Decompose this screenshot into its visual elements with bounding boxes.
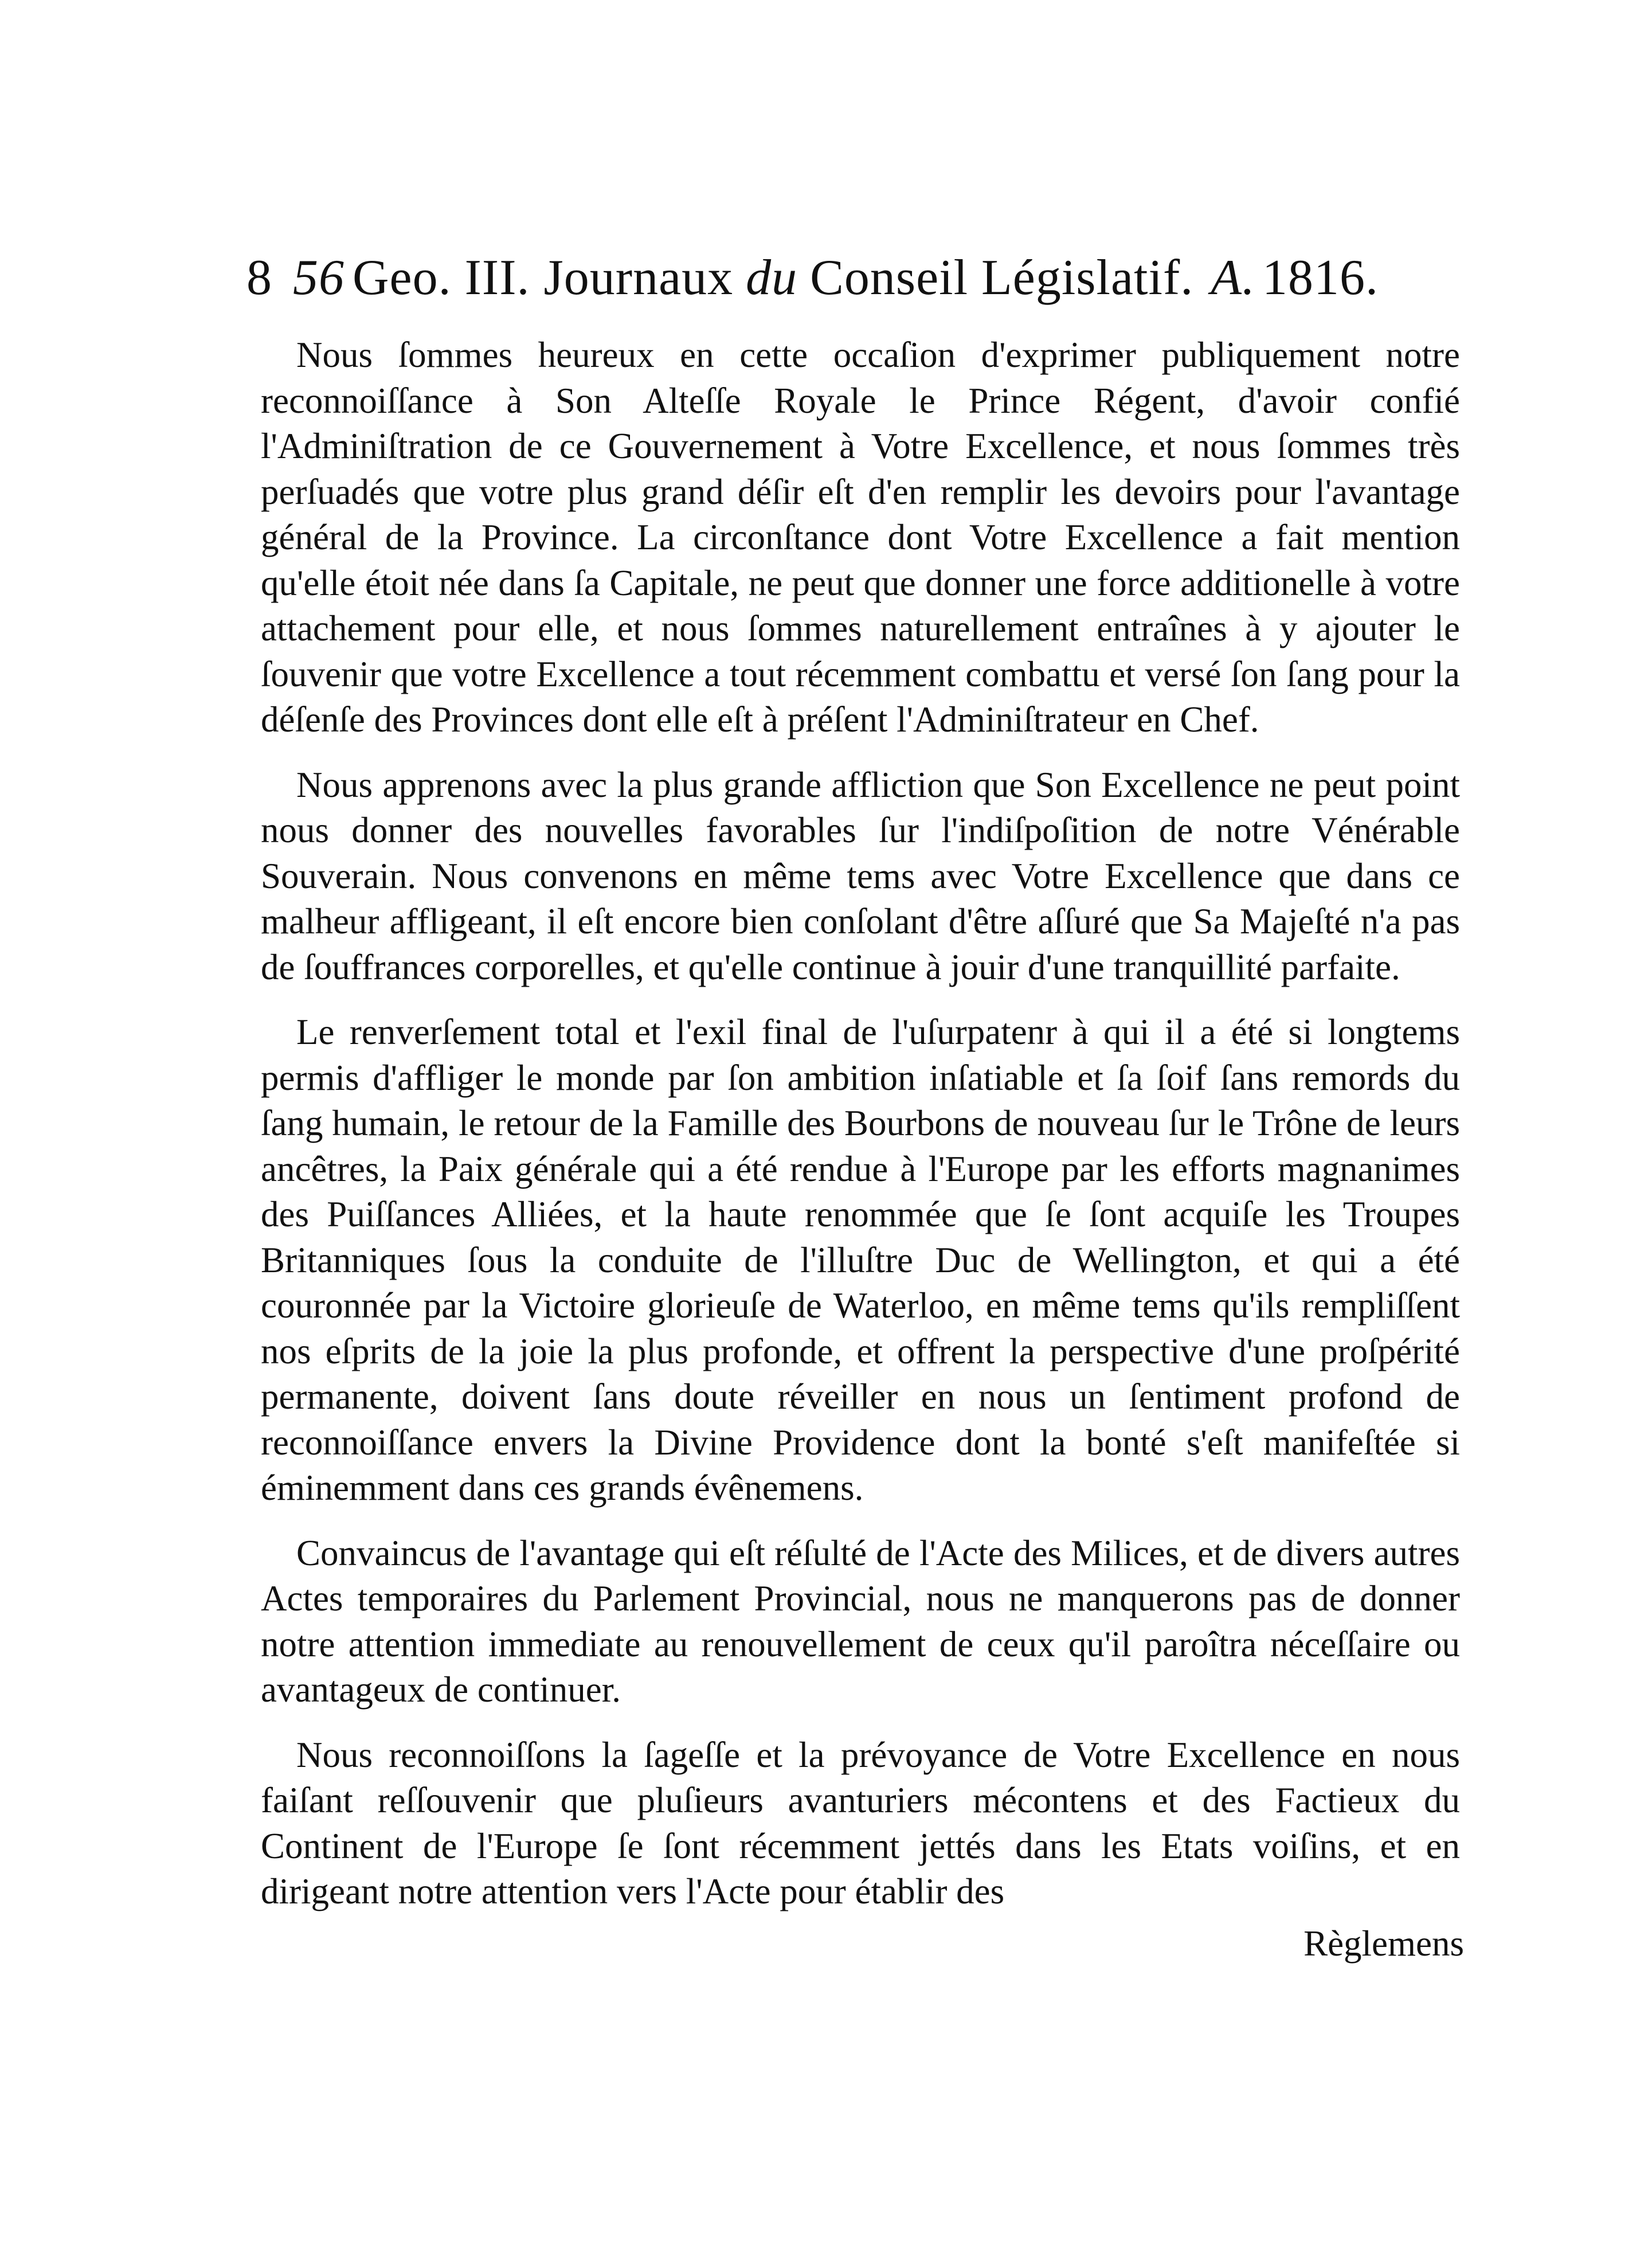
body-text	[261, 333, 1460, 1915]
paragraph-3: Le renverſement total et l'exil final de l'uſurpatenr à qui il a été si longtems permis d'affliger le monde par ſon ambition inſatiable et ſa ſoif ſans remords du ſang humain, le retour de la Famille des Bourbons de nouveau ſur le Trône de leurs ancêtres, la Paix générale qui a été rendue à l'Europe par les efforts magnanimes des Puiſſances Alliées, et la haute renommée que ſe ſont acquiſe les Troupes Britanniques ſous la conduite de l'illuſtre Duc de Wellington, et qui a été couronnée par la Victoire glorieuſe de Waterloo, en même tems qu'ils rempliſſent nos eſprits de la joie la plus profonde, et offrent la perspective d'une proſpérité permanente, doivent ſans doute réveiller en nous un ſentiment profond de reconnoiſſance envers la Divine Providence dont la bonté s'eſt manifeſtée si éminemment dans ces grands évênemens.	[261, 1012, 1460, 1508]
year: 1816.	[1262, 250, 1379, 306]
catchword: Règlemens	[1303, 1923, 1464, 1964]
regnal-year: 56	[293, 250, 345, 306]
anno-marker: A.	[1211, 250, 1256, 306]
page-number: 8	[246, 250, 272, 306]
paragraph-4: Convaincus de l'avantage qui eſt réſulté de l'Acte des Milices, et de divers autres Actes temporaires du Parlement Provincial, nous ne manquerons pas de donner notre attention immediate au renouvellement de ceux qu'il paroîtra néceſſaire ou avantageux de continuer.	[261, 1532, 1460, 1710]
journal-title: Journaux	[543, 250, 734, 306]
sovereign: Geo. III.	[353, 250, 530, 306]
paragraph-1: Nous ſommes heureux en cette occaſion d'exprimer publiquement notre reconnoiſſance à Son Alteſſe Royale le Prince Régent, d'avoir confié l'Adminiſtration de ce Gouvernement à Votre Excellence, et nous ſommes très perſuadés que votre plus grand déſir eſt d'en remplir les devoirs pour l'avantage général de la Province. La circonſtance dont Votre Excellence a fait mention qu'elle étoit née dans ſa Capitale, ne peut que donner une force additionelle à votre attachement pour elle, et nous ſommes naturellement entraînes à y ajouter le ſouvenir que votre Excellence a tout récemment combattu et versé ſon ſang pour la déſenſe des Provinces dont elle eſt à préſent l'Adminiſtrateur en Chef.	[261, 335, 1460, 740]
journal-preposition: du	[746, 250, 798, 306]
running-header	[246, 241, 1462, 315]
paragraph-5: Nous reconnoiſſons la ſageſſe et la prévoyance de Votre Excellence en nous faiſant reſſouvenir que pluſieurs avanturiers mécontens et des Factieux du Continent de l'Europe ſe ſont récemment jettés dans les Etats voiſins, et en dirigeant notre attention vers l'Acte pour établir des	[261, 1734, 1460, 1911]
paragraph-2: Nous apprenons avec la plus grande affliction que Son Excellence ne peut point nous donner des nouvelles favorables ſur l'indiſpoſition de notre Vénérable Souverain. Nous convenons en même tems avec Votre Excellence que dans ce malheur affligeant, il eſt encore bien conſolant d'être aſſuré que Sa Majeſté n'a pas de ſouffrances corporelles, et qu'elle continue à jouir d'une tranquillité parfaite.	[261, 764, 1460, 987]
council-name: Conseil Législatif.	[810, 250, 1194, 306]
